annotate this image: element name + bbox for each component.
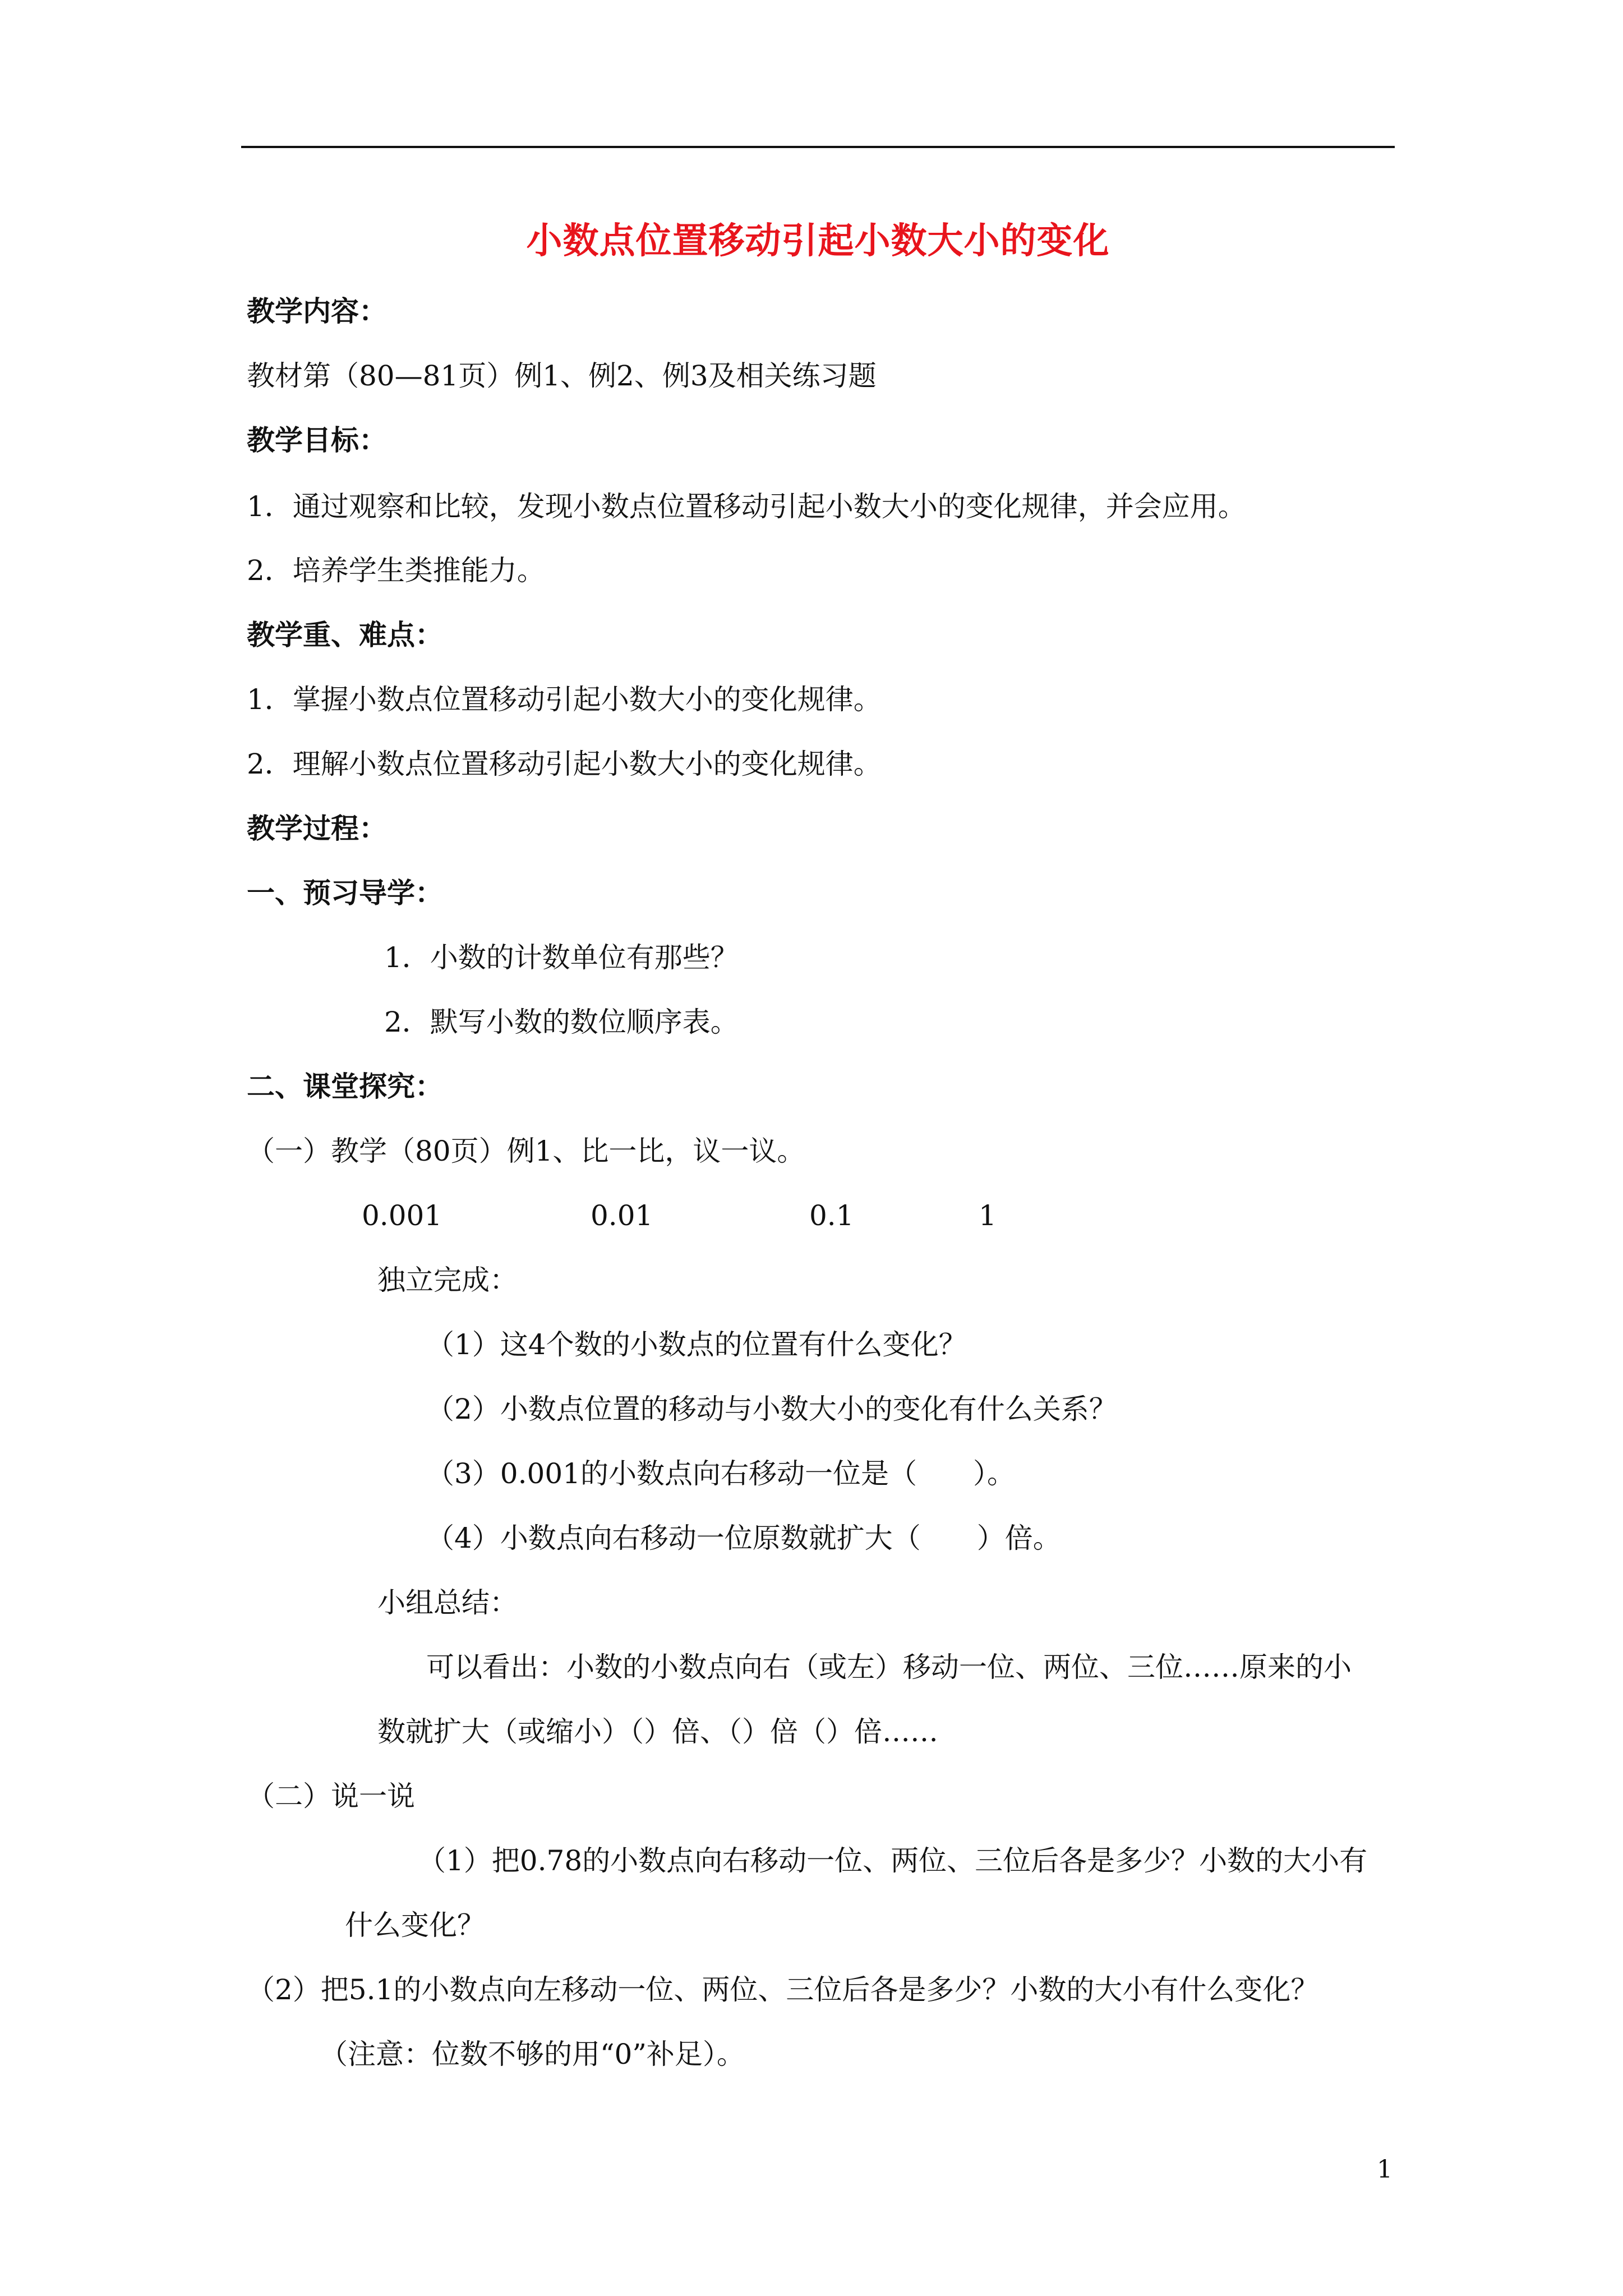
goal-item: 2．培养学生类推能力。 (247, 554, 545, 587)
example-number: 0.01 (591, 1199, 653, 1232)
note-text: （注意：位数不够的用“0”补足）。 (320, 2038, 745, 2070)
independent-label: 独立完成： (377, 1264, 518, 1296)
say-item: （1）把0.78的小数点向右移动一位、两位、三位后各是多少？小数的大小有 (418, 1844, 1368, 1877)
key-point-item: 2．理解小数点位置移动引起小数大小的变化规律。 (247, 748, 882, 780)
example-number: 0.1 (809, 1199, 854, 1232)
page-title: 小数点位置移动引起小数大小的变化 (526, 220, 1110, 262)
goal-item: 1．通过观察和比较，发现小数点位置移动引起小数大小的变化规律，并会应用。 (247, 490, 1246, 523)
question-item: （3）0.001的小数点向右移动一位是（ ）。 (426, 1457, 1015, 1490)
content-text: 教材第（80—81页）例1、例2、例3及相关练习题 (247, 360, 877, 392)
explore-heading: 二、课堂探究： (247, 1070, 443, 1103)
preview-item: 2．默写小数的数位顺序表。 (384, 1006, 739, 1038)
key-point-item: 1．掌握小数点位置移动引起小数大小的变化规律。 (247, 683, 882, 716)
content-heading: 教学内容： (247, 295, 387, 328)
example-number: 1 (979, 1199, 997, 1232)
preview-heading: 一、预习导学： (247, 877, 443, 909)
header-rule (241, 146, 1395, 148)
part1-heading: （一）教学（80页）例1、比一比，议一议。 (247, 1135, 805, 1167)
summary-line: 数就扩大（或缩小）（）倍、（）倍（）倍…… (377, 1715, 938, 1748)
key-points-heading: 教学重、难点： (247, 619, 443, 651)
question-item: （2）小数点位置的移动与小数大小的变化有什么关系？ (426, 1393, 1117, 1425)
goals-heading: 教学目标： (247, 424, 387, 457)
say-item: （2）把5.1的小数点向左移动一位、两位、三位后各是多少？小数的大小有什么变化？ (247, 1973, 1319, 2006)
group-label: 小组总结： (377, 1586, 518, 1619)
page-number: 1 (1377, 2155, 1393, 2184)
question-item: （4）小数点向右移动一位原数就扩大（ ）倍。 (426, 1522, 1061, 1554)
process-heading: 教学过程： (247, 812, 387, 845)
preview-item: 1．小数的计数单位有那些？ (384, 941, 739, 974)
example-number: 0.001 (362, 1199, 442, 1232)
question-item: （1）这4个数的小数点的位置有什么变化？ (426, 1328, 967, 1361)
summary-line: 可以看出：小数的小数点向右（或左）移动一位、两位、三位……原来的小 (426, 1651, 1352, 1683)
part2-heading: （二）说一说 (247, 1780, 415, 1812)
say-item-continuation: 什么变化？ (345, 1909, 485, 1941)
